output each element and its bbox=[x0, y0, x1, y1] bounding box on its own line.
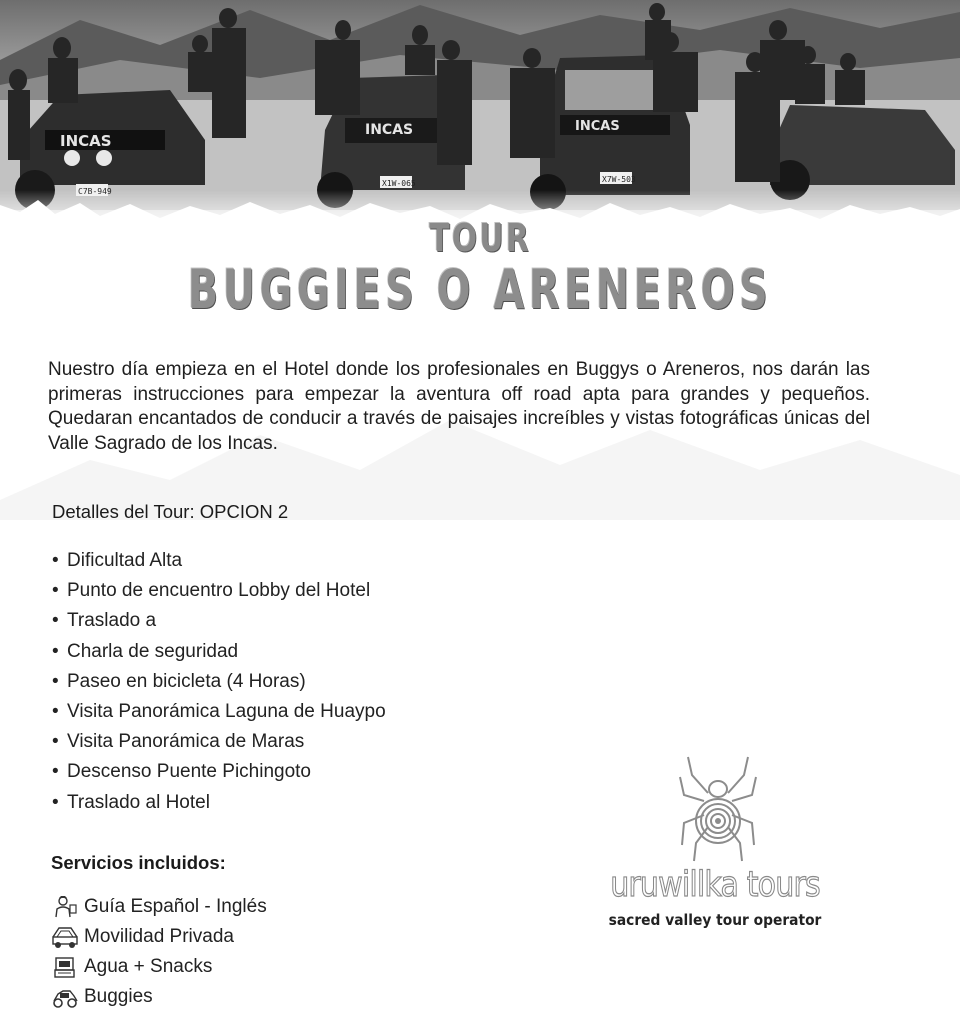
spider-icon bbox=[678, 755, 758, 863]
title-big: BUGGIES O ARENEROS bbox=[187, 258, 773, 321]
buggy-1-badge: INCAS bbox=[60, 132, 112, 150]
logo-tagline: sacred valley tour operator bbox=[608, 911, 822, 929]
list-item: • Traslado a bbox=[52, 610, 157, 632]
service-item: Agua + Snacks bbox=[51, 952, 267, 982]
service-item: Movilidad Privada bbox=[51, 922, 267, 952]
list-item: • Traslado al Hotel bbox=[52, 791, 210, 813]
company-logo bbox=[590, 755, 840, 935]
water-snacks-icon bbox=[51, 955, 79, 979]
list-item: • Dificultad Alta bbox=[52, 550, 183, 571]
logo-name: uruwillka tours bbox=[610, 865, 820, 905]
details-heading: Detalles del Tour: OPCION 2 bbox=[52, 501, 289, 522]
list-item: • Descenso Puente Pichingoto bbox=[52, 761, 311, 783]
hero-photo bbox=[0, 0, 960, 235]
details-list bbox=[52, 546, 386, 818]
list-item: • Visita Panorámica Laguna de Huaypo bbox=[52, 701, 386, 723]
buggy-3-badge: INCAS bbox=[575, 119, 620, 134]
services-heading: Servicios incluidos: bbox=[51, 852, 226, 873]
buggies-group-photo bbox=[0, 0, 960, 235]
tour-title bbox=[0, 216, 960, 321]
buggy-2-badge: INCAS bbox=[365, 122, 414, 138]
buggy-2-plate: X1W-065 bbox=[382, 179, 416, 188]
service-item: Buggies bbox=[51, 982, 267, 1012]
buggy-icon bbox=[51, 985, 79, 1009]
list-item: • Punto de encuentro Lobby del Hotel bbox=[52, 580, 371, 602]
list-item: • Charla de seguridad bbox=[52, 640, 239, 662]
list-item: • Paseo en bicicleta (4 Horas) bbox=[52, 670, 306, 692]
tour-guide-icon bbox=[51, 895, 79, 919]
list-item: • Visita Panorámica de Maras bbox=[52, 731, 305, 753]
title-small: TOUR bbox=[429, 216, 531, 260]
intro-paragraph: Nuestro día empieza en el Hotel donde los profesionales en Buggys o Areneros, nos darán las primeras instrucciones para empezar la aventura off road apta para grandes y pequeños. Quedaran encantados de conducir a través de paisajes increíbles y vistas fotográficas únicas del Valle Sagrado de los Incas. bbox=[48, 359, 870, 454]
private-transport-icon bbox=[51, 925, 79, 949]
service-item: Guía Español - Inglés bbox=[51, 892, 267, 922]
services-list bbox=[51, 892, 267, 1012]
buggy-3-plate: X7W-503 bbox=[602, 175, 636, 184]
